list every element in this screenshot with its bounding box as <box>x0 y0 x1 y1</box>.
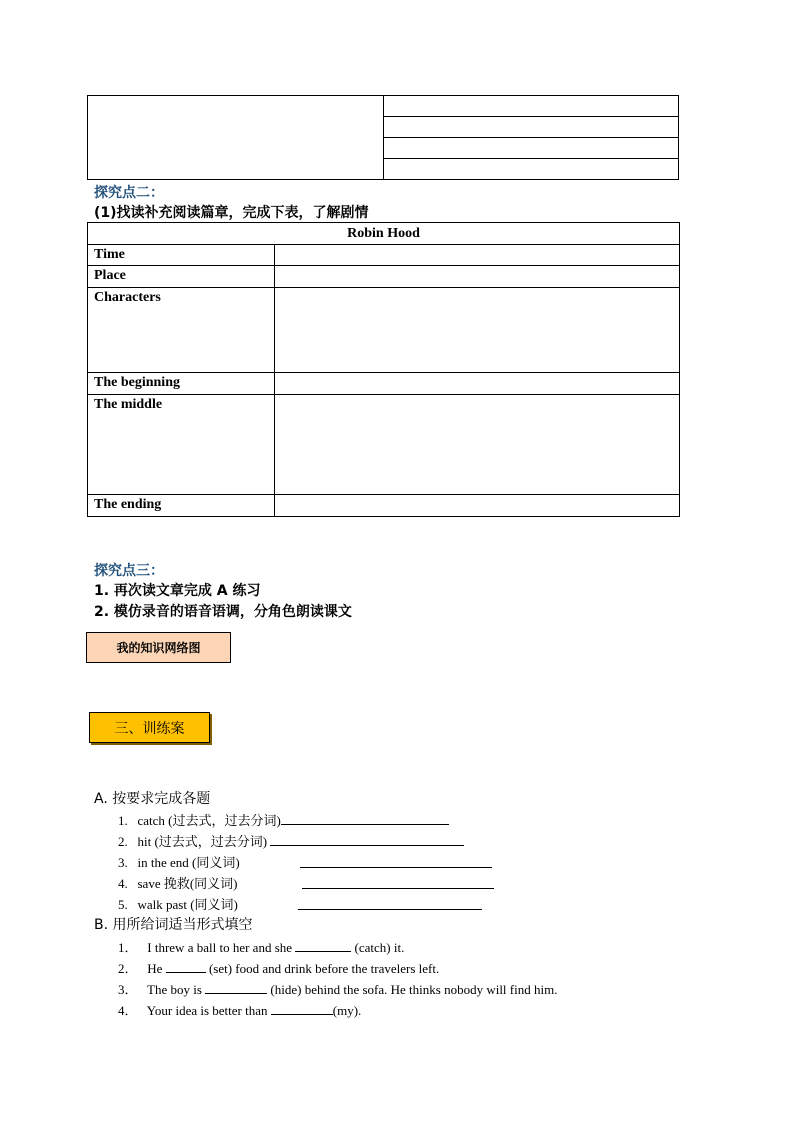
row-answer-place[interactable] <box>275 266 680 288</box>
row-answer-ending[interactable] <box>275 495 680 517</box>
top-answer-table <box>87 95 679 180</box>
item-number: 4. <box>118 876 128 891</box>
row-label-time: Time <box>88 245 275 266</box>
robin-hood-table <box>87 222 680 517</box>
knowledge-map-box: 我的知识网络图 <box>86 632 231 663</box>
item-text-after: (my). <box>332 1003 362 1018</box>
item-text-before: I threw a ball to her and she <box>147 940 293 955</box>
part-b-item <box>118 958 678 977</box>
item-number: 1. <box>118 813 128 828</box>
top-table-left-cell <box>88 96 384 179</box>
row-answer-time[interactable] <box>275 245 680 266</box>
section-3-item: 2. 模仿录音的语音语调，分角色朗读课文 <box>94 604 352 620</box>
row-answer-middle[interactable] <box>275 395 680 495</box>
top-table-row <box>384 96 678 117</box>
row-label-beginning: The beginning <box>88 373 275 395</box>
answer-blank[interactable] <box>271 1001 333 1015</box>
item-text-after: (set) food and drink before the travelers left. <box>208 961 440 976</box>
answer-blank[interactable] <box>166 959 206 973</box>
part-b-item <box>118 1000 678 1019</box>
answer-blank[interactable] <box>302 875 494 889</box>
answer-blank[interactable] <box>270 832 464 846</box>
item-text-before: The boy is <box>147 982 202 997</box>
item-text-before: He <box>147 961 163 976</box>
answer-blank[interactable] <box>205 980 267 994</box>
row-answer-beginning[interactable] <box>275 373 680 395</box>
row-label-middle: The middle <box>88 395 275 495</box>
item-text-after: (hide) behind the sofa. He thinks nobody will find him. <box>270 982 558 997</box>
item-number: 4． <box>118 1003 138 1018</box>
item-text: catch (过去式，过去分词) <box>137 813 281 828</box>
item-text-after: (catch) it. <box>354 940 405 955</box>
item-text: hit (过去式，过去分词) <box>137 834 268 849</box>
training-section-box: 三、训练案 <box>89 712 210 743</box>
part-b-item <box>118 979 688 998</box>
item-number: 3． <box>118 982 138 997</box>
table-title: Robin Hood <box>88 223 680 245</box>
item-number: 5. <box>118 897 128 912</box>
item-text-before: Your idea is better than <box>146 1003 268 1018</box>
item-number: 2． <box>118 961 138 976</box>
row-label-ending: The ending <box>88 495 275 517</box>
item-number: 3. <box>118 855 128 870</box>
section-3-item: 1. 再次读文章完成 A 练习 <box>94 583 261 599</box>
answer-blank[interactable] <box>300 854 492 868</box>
row-label-place: Place <box>88 266 275 288</box>
row-answer-characters[interactable] <box>275 288 680 373</box>
part-a-item <box>118 810 518 829</box>
section-2-heading: 探究点二： <box>94 185 164 201</box>
item-text: save 挽救(同义词) <box>137 876 238 891</box>
top-table-row <box>384 138 678 159</box>
part-b-item <box>118 937 678 956</box>
answer-blank[interactable] <box>298 896 482 910</box>
section-2-task: (1)找读补充阅读篇章，完成下表，了解剧情 <box>94 205 369 221</box>
item-number: 1． <box>118 940 138 955</box>
item-number: 2. <box>118 834 128 849</box>
answer-blank[interactable] <box>295 938 351 952</box>
section-3-heading: 探究点三： <box>94 563 164 579</box>
item-text: in the end (同义词) <box>137 855 240 870</box>
part-b-title: B. 用所给词适当形式填空 <box>94 917 253 933</box>
part-a-title: A. 按要求完成各题 <box>94 791 211 807</box>
top-table-row <box>384 117 678 138</box>
row-label-characters: Characters <box>88 288 275 373</box>
item-text: walk past (同义词) <box>137 897 238 912</box>
answer-blank[interactable] <box>281 811 449 825</box>
part-a-item <box>118 831 518 850</box>
